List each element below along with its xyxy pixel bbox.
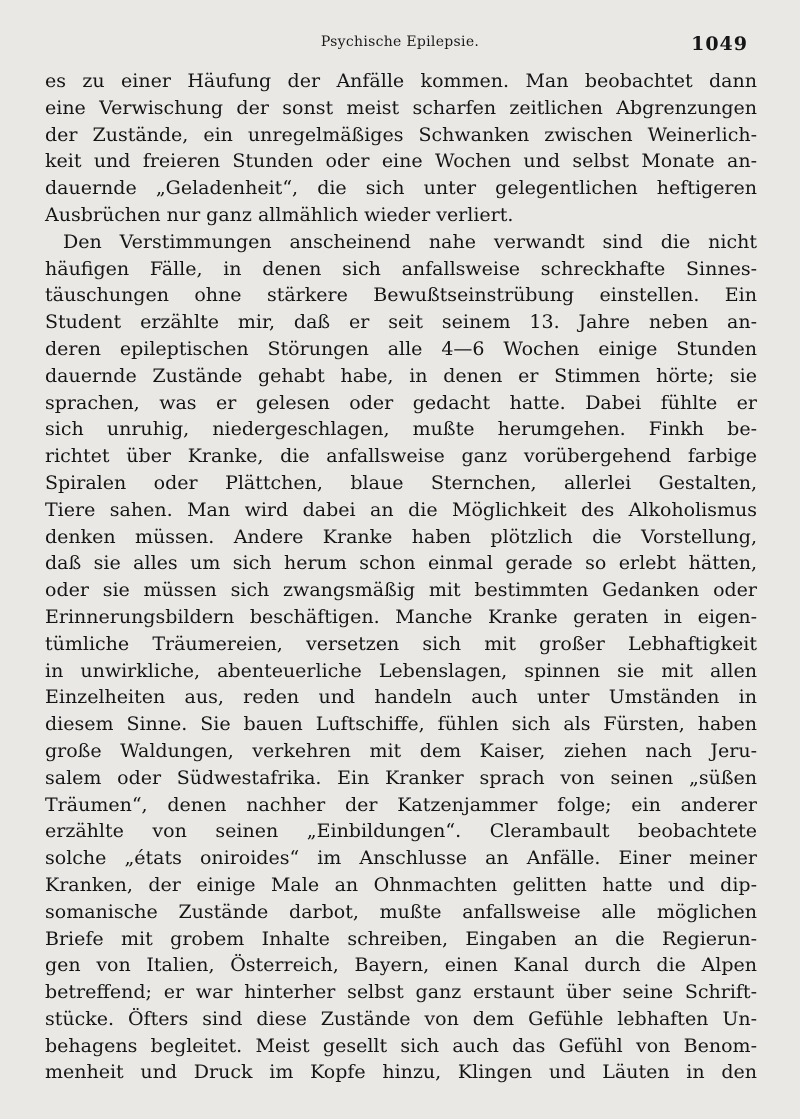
text-line: der Zustände, ein unregelmäßiges Schwanken zwischen Weinerlich- [45, 123, 757, 146]
text-line: Erinnerungsbildern beschäftigen. Manche Kranke geraten in eigen- [45, 605, 757, 628]
text-line: Spiralen oder Plättchen, blaue Sternchen, allerlei Gestalten, [45, 471, 757, 494]
text-line: große Waldungen, verkehren mit dem Kaiser, ziehen nach Jeru- [45, 739, 757, 762]
text-line: keit und freieren Stunden oder eine Wochen und selbst Monate an- [45, 150, 757, 173]
text-line: erzählte von seinen „Einbildungen“. Clerambault beobachtete [45, 820, 757, 843]
text-line: richtet über Kranke, die anfallsweise ganz vorübergehend farbige [45, 445, 757, 468]
text-line: dauernde „Geladenheit“, die sich unter gelegentlichen heftigeren [45, 177, 757, 200]
text-line: Tiere sahen. Man wird dabei an die Möglichkeit des Alkoholismus [45, 498, 757, 521]
text-line: menheit und Druck im Kopfe hinzu, Klingen und Läuten in den [45, 1061, 757, 1084]
text-line: Träumen“, denen nachher der Katzenjammer folge; ein anderer [45, 793, 757, 816]
text-line: somanische Zustände darbot, mußte anfallsweise alle möglichen [45, 900, 757, 923]
text-line: Ausbrüchen nur ganz allmählich wieder verliert. [45, 203, 514, 226]
text-line: solche „états oniroides“ im Anschlusse an Anfälle. Einer meiner [45, 847, 757, 870]
paragraph-start-line: Den Verstimmungen anscheinend nahe verwandt sind die nicht [63, 230, 757, 253]
text-line: täuschungen ohne stärkere Bewußtseinstrübung einstellen. Ein [45, 284, 757, 307]
text-line: behagens begleitet. Meist gesellt sich auch das Gefühl von Benom- [45, 1034, 757, 1057]
text-line: in unwirkliche, abenteuerliche Lebenslagen, spinnen sie mit allen [45, 659, 757, 682]
text-line: gen von Italien, Österreich, Bayern, einen Kanal durch die Alpen [45, 954, 757, 977]
text-line: sich unruhig, niedergeschlagen, mußte herumgehen. Finkh be- [45, 418, 757, 441]
text-line: Einzelheiten aus, reden und handeln auch unter Umständen in [45, 686, 757, 709]
text-line: dauernde Zustände gehabt habe, in denen er Stimmen hörte; sie [45, 364, 757, 387]
text-line: sprachen, was er gelesen oder gedacht hatte. Dabei fühlte er [45, 391, 757, 414]
body-text [45, 68, 757, 1086]
text-line: Briefe mit grobem Inhalte schreiben, Eingaben an die Regierun- [45, 927, 757, 950]
running-title: Psychische Epilepsie. [320, 34, 480, 50]
text-line: deren epileptischen Störungen alle 4—6 Wochen einige Stunden [45, 337, 757, 360]
text-line: häufigen Fälle, in denen sich anfallsweise schreckhafte Sinnes- [45, 257, 757, 280]
text-line: tümliche Träumereien, versetzen sich mit großer Lebhaftigkeit [45, 632, 757, 655]
text-line: es zu einer Häufung der Anfälle kommen. Man beobachtet dann [45, 70, 757, 92]
text-line: daß sie alles um sich herum schon einmal gerade so erlebt hätten, [45, 552, 757, 575]
text-line: diesem Sinne. Sie bauen Luftschiffe, fühlen sich als Fürsten, haben [45, 713, 757, 736]
text-line: denken müssen. Andere Kranke haben plötzlich die Vorstellung, [45, 525, 757, 548]
text-line: Student erzählte mir, daß er seit seinem 13. Jahre neben an- [45, 311, 757, 334]
text-line: salem oder Südwestafrika. Ein Kranker sprach von seinen „süßen [45, 766, 757, 789]
text-line: betreffend; er war hinterher selbst ganz erstaunt über seine Schrift- [45, 981, 757, 1004]
text-line: stücke. Öfters sind diese Zustände von dem Gefühle lebhaften Un- [45, 1007, 757, 1030]
page-number: 1049 [691, 33, 748, 55]
text-line: Kranken, der einige Male an Ohnmachten gelitten hatte und dip- [45, 873, 757, 896]
text-line: eine Verwischung der sonst meist scharfen zeitlichen Abgrenzungen [45, 96, 757, 119]
text-line: oder sie müssen sich zwangsmäßig mit bestimmten Gedanken oder [45, 579, 757, 602]
